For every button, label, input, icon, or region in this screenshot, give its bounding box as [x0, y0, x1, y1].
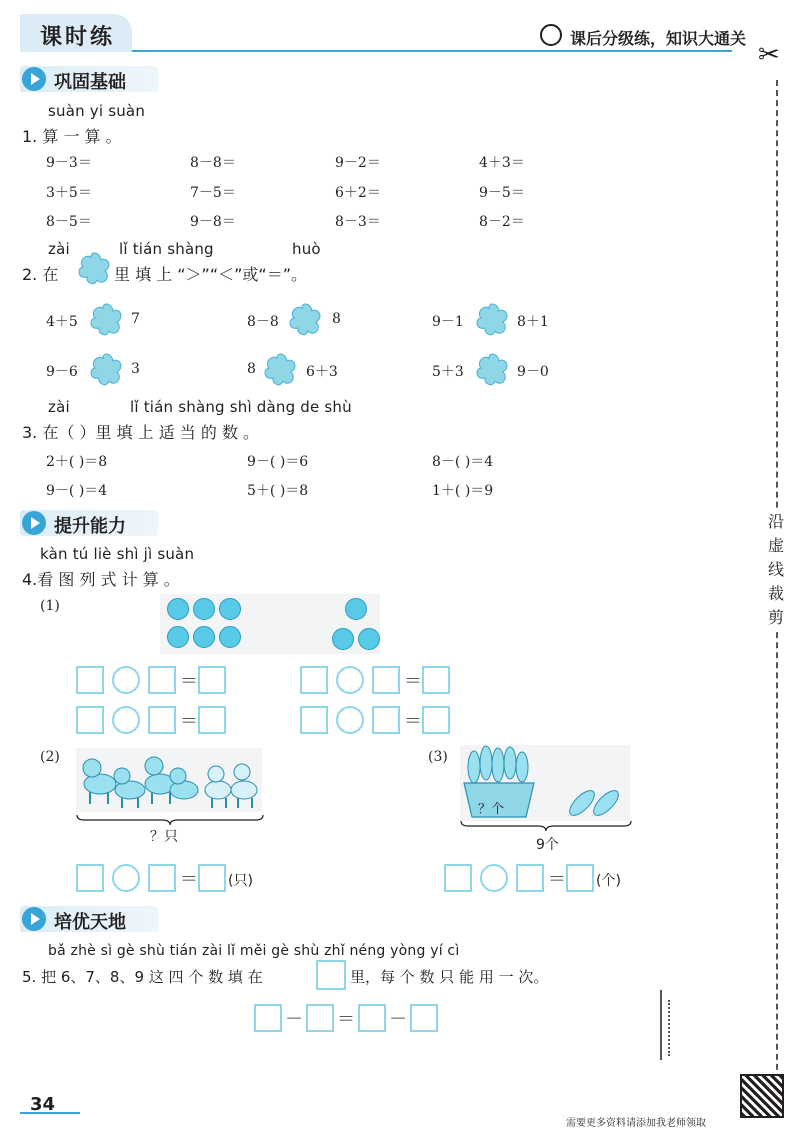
q5-title-a: 5. 把 6、7、8、9 这 四 个 数 填 在	[22, 968, 263, 986]
q5-title-b: 里，每 个 数 只 能 用 一 次。	[350, 968, 549, 986]
section-title-1: 巩固基础	[54, 72, 126, 93]
dogs-question-label: ？只	[150, 829, 178, 845]
dot	[219, 626, 241, 648]
page-number: 34	[30, 1094, 56, 1115]
q3-item: 8－( )＝4	[432, 454, 494, 470]
flower-icon	[76, 250, 112, 286]
dot	[219, 598, 241, 620]
q1-item: 7－5＝	[190, 185, 236, 201]
answer-box[interactable]	[254, 1004, 282, 1032]
q5-pinyin: bǎ zhè sì gè shù tián zài lǐ měi gè shù zhǐ néng yòng yí cì	[48, 943, 460, 959]
q1-item: 9－8＝	[190, 214, 236, 230]
q1-item: 8－5＝	[46, 214, 92, 230]
flower-icon	[474, 351, 510, 387]
q2-left: 8－8	[247, 314, 279, 330]
flower-icon	[88, 351, 124, 387]
scissors-icon: ✂	[758, 40, 780, 70]
answer-box[interactable]	[148, 706, 176, 734]
dot	[167, 598, 189, 620]
equals-sign: ＝	[404, 711, 422, 732]
q2-left: 8	[247, 361, 256, 377]
equals-sign: ＝	[337, 1009, 355, 1030]
q3-item: 1＋( )＝9	[432, 483, 494, 499]
q2-right: 8	[332, 311, 341, 327]
qr-code-icon	[740, 1074, 784, 1118]
answer-box[interactable]	[422, 706, 450, 734]
q1-item: 4＋3＝	[479, 155, 525, 171]
minus-sign: －	[389, 1009, 407, 1030]
minus-sign: －	[285, 1009, 303, 1030]
q2-title-b: 里 填 上 “＞”“＜”或“＝”。	[114, 265, 307, 284]
equals-sign: ＝	[404, 671, 422, 692]
q1-item: 3＋5＝	[46, 185, 92, 201]
play-icon	[22, 67, 46, 91]
play-icon	[22, 511, 46, 535]
header-title: 课时练	[40, 25, 116, 50]
q2-pinyin-b: lǐ tián shàng	[119, 240, 214, 258]
q2-right: 9－0	[517, 364, 549, 380]
q3-item: 9－( )＝6	[247, 454, 309, 470]
q2-left: 9－6	[46, 364, 78, 380]
section-title-2: 提升能力	[54, 516, 126, 537]
equals-sign: ＝	[180, 711, 198, 732]
q3-item: 5＋( )＝8	[247, 483, 309, 499]
q4-part3-label: (3)	[428, 749, 448, 765]
operator-circle[interactable]	[336, 666, 364, 694]
alarm-clock-icon	[540, 24, 562, 46]
q3-item: 2＋( )＝8	[46, 454, 108, 470]
answer-box[interactable]	[444, 864, 472, 892]
q1-pinyin: suàn yi suàn	[48, 102, 146, 120]
answer-box	[316, 960, 346, 990]
answer-box[interactable]	[372, 666, 400, 694]
answer-box[interactable]	[516, 864, 544, 892]
q4-title: 4.看 图 列 式 计 算 。	[22, 570, 180, 589]
q1-item: 9－5＝	[479, 185, 525, 201]
play-icon	[22, 907, 46, 931]
answer-box[interactable]	[148, 666, 176, 694]
flower-icon	[474, 301, 510, 337]
answer-box[interactable]	[372, 706, 400, 734]
answer-box[interactable]	[358, 1004, 386, 1032]
operator-circle[interactable]	[112, 666, 140, 694]
q4-pinyin: kàn tú liè shì jì suàn	[40, 545, 195, 563]
answer-box[interactable]	[76, 864, 104, 892]
flower-icon	[262, 351, 298, 387]
answer-box[interactable]	[148, 864, 176, 892]
q1-item: 8－2＝	[479, 214, 525, 230]
q2-right: 3	[131, 361, 140, 377]
q1-item: 8－8＝	[190, 155, 236, 171]
q2-right: 6＋3	[306, 364, 338, 380]
q2-pinyin-c: huò	[292, 240, 321, 258]
footer-note: 需要更多资料请添加我老师领取	[566, 1118, 706, 1129]
equals-sign: ＝	[180, 869, 198, 890]
answer-box[interactable]	[566, 864, 594, 892]
q2-right: 7	[131, 311, 140, 327]
operator-circle[interactable]	[480, 864, 508, 892]
dogs-unit: (只)	[228, 873, 253, 889]
cut-text: 沿 虚 线 裁 剪	[760, 510, 792, 630]
flower-icon	[287, 301, 323, 337]
equals-sign: ＝	[180, 671, 198, 692]
header-slogan: 课后分级练，知识大通关	[570, 29, 747, 48]
veg-unit: (个)	[596, 873, 621, 889]
flower-icon	[88, 301, 124, 337]
q1-item: 6＋2＝	[335, 185, 381, 201]
q2-left: 9－1	[432, 314, 464, 330]
q2-left: 5＋3	[432, 364, 464, 380]
dot	[193, 598, 215, 620]
answer-box[interactable]	[198, 864, 226, 892]
operator-circle[interactable]	[336, 706, 364, 734]
dot	[332, 628, 354, 650]
q2-title-a: 2. 在	[22, 265, 59, 284]
dot	[358, 628, 380, 650]
q2-left: 4＋5	[46, 314, 78, 330]
answer-box[interactable]	[198, 706, 226, 734]
q1-item: 9－3＝	[46, 155, 92, 171]
side-bar-line	[660, 990, 662, 1060]
brace-icon	[76, 814, 264, 826]
veg-total-label: 9个	[536, 837, 559, 853]
q1-item: 9－2＝	[335, 155, 381, 171]
dot	[345, 598, 367, 620]
basket-question-label: ？个	[478, 802, 505, 817]
dogs-illustration-icon	[78, 750, 260, 810]
answer-box[interactable]	[306, 1004, 334, 1032]
dot	[167, 626, 189, 648]
answer-box[interactable]	[422, 666, 450, 694]
q2-pinyin-a: zài	[48, 240, 70, 258]
answer-box[interactable]	[76, 706, 104, 734]
operator-circle[interactable]	[112, 706, 140, 734]
q3-pinyin-a: zài	[48, 398, 70, 416]
q3-item: 9－( )＝4	[46, 483, 108, 499]
answer-box[interactable]	[198, 666, 226, 694]
q3-pinyin-b: lǐ tián shàng shì dàng de shù	[130, 398, 352, 416]
q2-right: 8＋1	[517, 314, 549, 330]
q1-item: 8－3＝	[335, 214, 381, 230]
q3-title: 3. 在（ ）里 填 上 适 当 的 数 。	[22, 423, 260, 442]
operator-circle[interactable]	[112, 864, 140, 892]
brace-icon	[460, 820, 632, 832]
answer-box[interactable]	[76, 666, 104, 694]
section-title-3: 培优天地	[54, 912, 126, 933]
side-dotted-line	[668, 1000, 670, 1056]
q4-part2-label: (2)	[40, 749, 60, 765]
q4-part1-label: (1)	[40, 598, 60, 614]
header-line	[132, 50, 732, 52]
answer-box[interactable]	[410, 1004, 438, 1032]
q1-title: 1. 算 一 算 。	[22, 127, 122, 146]
answer-box[interactable]	[300, 666, 328, 694]
answer-box[interactable]	[300, 706, 328, 734]
equals-sign: ＝	[548, 869, 566, 890]
dot	[193, 626, 215, 648]
